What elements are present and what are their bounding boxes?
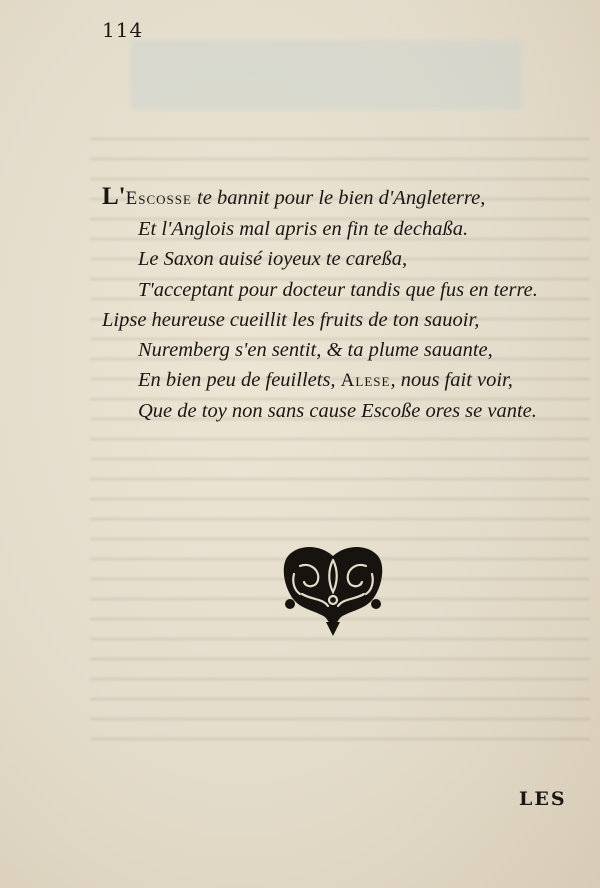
poem-line-3: Le Saxon auisé ioyeux te careßa, — [138, 248, 408, 271]
poem-line-1-name: Escosse — [125, 188, 192, 209]
poem-line-8: Que de toy non sans cause Escoße ores se vante. — [138, 400, 537, 423]
poem-line-7-name: Alese — [340, 370, 391, 392]
poem-line-5: Lipse heureuse cueillit les fruits de ton sauoir, — [102, 308, 480, 331]
poem-line-7-text-before: En bien peu de feuillets, — [138, 369, 341, 392]
fleuron-ornament-icon — [280, 542, 386, 636]
poem — [102, 182, 542, 427]
show-through-header-block — [130, 40, 522, 110]
poem-line-1-text: te bannit pour le bien d'Angleterre, — [191, 187, 486, 209]
poem-line-2: Et l'Anglois mal apris en fin te dechaßa. — [138, 218, 469, 241]
page-number: 114 — [102, 18, 144, 42]
poem-line-6: Nuremberg s'en sentit, & ta plume sauante, — [138, 339, 493, 362]
catchword: LES — [519, 788, 567, 810]
poem-line-7 — [102, 365, 542, 396]
poem-line-1 — [102, 182, 542, 214]
poem-line-4: T'acceptant pour docteur tandis que fus en terre. — [138, 278, 538, 301]
poem-line-7-text-after: , nous fait voir, — [390, 369, 513, 392]
drop-cap: L' — [102, 183, 126, 210]
